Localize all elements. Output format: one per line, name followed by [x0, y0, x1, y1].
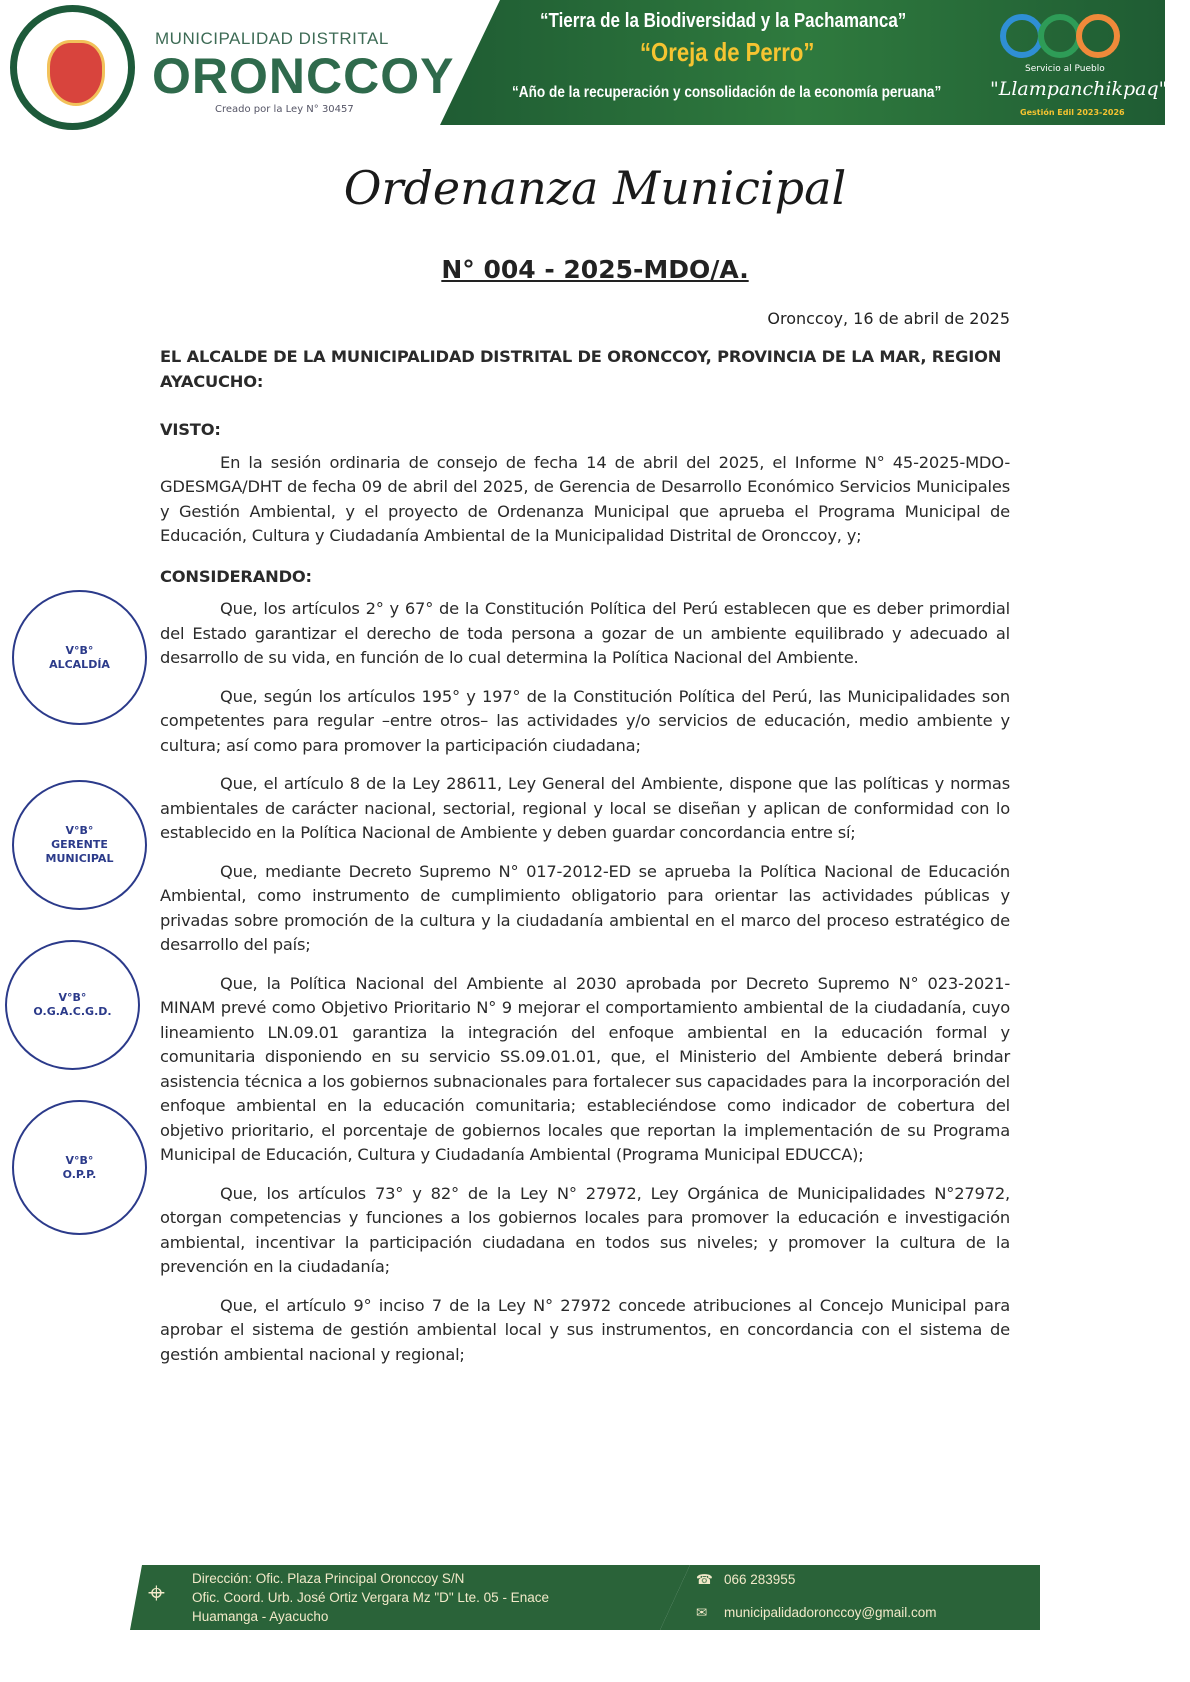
creation-law: Creado por la Ley N° 30457: [215, 104, 354, 115]
stamp-ogacgd: V°B° O.G.A.C.G.D.: [5, 940, 140, 1070]
visto-heading: VISTO:: [160, 420, 221, 439]
paragraph: Que, el artículo 8 de la Ley 28611, Ley General del Ambiente, dispone que las políticas y normas ambientales de carácter nacional, sectorial, regional y local se diseñan y aplican de conformidad con lo establecido en la Política Nacional de Ambiente y deben guardar concordancia entre sí;: [160, 774, 1010, 842]
service-label: Servicio al Pueblo: [1025, 64, 1105, 74]
letterhead: [0, 0, 1190, 135]
location-pin-icon: ⌖: [148, 1577, 165, 1610]
footer-email[interactable]: municipalidadoronccoy@gmail.com: [724, 1605, 937, 1620]
people-logo-icon: [1000, 14, 1120, 64]
phone-icon: ☎: [696, 1572, 713, 1587]
stamp-gerente: V°B° GERENTE MUNICIPAL: [12, 780, 147, 910]
address-line: Huamanga - Ayacucho: [192, 1609, 329, 1624]
visto-paragraph: En la sesión ordinaria de consejo de fecha 14 de abril del 2025, el Informe N° 45-2025-MDO-GDESMGA/DHT de fecha 09 de abril del 2025, de Gerencia de Desarrollo Económico Servicios Municipales y Gestión Ambiental, y el proyecto de Ordenanza Municipal que aprueba el Programa Municipal de Educación, Cultura y Ciudadanía Ambiental de la Municipalidad Distrital de Oronccoy, y;: [160, 452, 1010, 545]
slogan-sub: “Oreja de Perro”: [640, 37, 815, 67]
motto: "Llampanchikpaq": [990, 78, 1168, 100]
paragraph: Que, los artículos 2° y 67° de la Constitución Política del Perú establecen que es deber primordial del Estado garantizar el derecho de toda persona a gozar de un ambiente equilibrado y adecuado al desarrollo de su vida, en función de lo cual determina la Política Nacional del Ambiente.: [160, 599, 1010, 667]
stamp-alcaldia: V°B° ALCALDÍA: [12, 590, 147, 725]
document-number: N° 004 - 2025-MDO/A.: [441, 255, 749, 284]
paragraph: Que, la Política Nacional del Ambiente al 2030 aprobada por Decreto Supremo N° 023-2021-MINAM prevé como Objetivo Prioritario N° 9 mejorar el comportamiento ambiental de la ciudadanía, cuyo lineamiento LN.09.01 garantiza la integración del enfoque ambiental en la educación formal y comunitaria disponiendo en su servicio SS.09.01.01, que, el Ministerio del Ambiente deberá brindar asistencia técnica a los gobiernos subnacionales para fortalecer sus capacidades para la incorporación del enfoque ambiental en la educación comunitaria; estableciéndose como indicador de cobertura del objetivo prioritario, el porcentaje de gobiernos locales que reportan la implementación de su Programa Municipal de Educación, Cultura y Ciudadanía Ambiental (Programa Municipal EDUCCA);: [160, 973, 1010, 1164]
footer-address: [192, 1569, 549, 1626]
paragraph: Que, según los artículos 195° y 197° de la Constitución Política del Perú, las Municipalidades son competentes para regular –entre otros– las actividades y/o servicios de educación, medio ambiente y cultura; así como para promover la participación ciudadana;: [160, 686, 1010, 755]
document-title: Ordenanza Municipal: [343, 161, 847, 215]
paragraph: Que, el artículo 9° inciso 7 de la Ley N° 27972 concede atribuciones al Concejo Municipal para aprobar el sistema de gestión ambiental local y sus instrumentos, en concordancia con el sistema de gestión ambiental nacional y regional;: [160, 1295, 1010, 1364]
email-icon: ✉: [696, 1605, 708, 1620]
footer-phone: 066 283955: [724, 1572, 796, 1587]
stamp-opp: V°B° O.P.P.: [12, 1100, 147, 1235]
footer: [130, 1565, 1030, 1630]
considerando-heading: CONSIDERANDO:: [160, 566, 312, 586]
municipal-crest-logo: [10, 5, 135, 130]
paragraph: Que, los artículos 73° y 82° de la Ley N° 27972, Ley Orgánica de Municipalidades N°27972, otorgan competencias y funciones a los gobiernos locales para promover la educación e investigación ambiental, incentivar la participación ciudadana en todos sus niveles; y promover la cultura de la prevención en la ciudadanía;: [160, 1183, 1010, 1276]
municipality-label: MUNICIPALIDAD DISTRITAL: [155, 29, 389, 48]
document-body: [160, 345, 1010, 1381]
document-date: Oronccoy, 16 de abril de 2025: [767, 309, 1010, 328]
year-name: “Año de la recuperación y consolidación de la economía peruana”: [512, 84, 942, 101]
address-line: Dirección: Ofic. Plaza Principal Oronccoy S/N: [192, 1571, 465, 1586]
issuer-heading: EL ALCALDE DE LA MUNICIPALIDAD DISTRITAL DE ORONCCOY, PROVINCIA DE LA MAR, REGION AYACUCHO:: [160, 347, 1002, 391]
address-line: Ofic. Coord. Urb. José Ortiz Vergara Mz "D" Lte. 05 - Enace: [192, 1590, 549, 1605]
paragraph: Que, mediante Decreto Supremo N° 017-2012-ED se aprueba la Política Nacional de Educación Ambiental, como instrumento de cumplimiento obligatorio para orientar las actividades públicas y privadas sobre promoción de la cultura y la ciudadanía ambiental en el marco del proceso estratégico de desarrollo del país;: [160, 861, 1010, 954]
term-label: Gestión Edil 2023-2026: [1020, 108, 1125, 117]
municipality-name: ORONCCOY: [152, 48, 455, 104]
slogan-main: “Tierra de la Biodiversidad y la Pachamanca”: [540, 10, 907, 32]
